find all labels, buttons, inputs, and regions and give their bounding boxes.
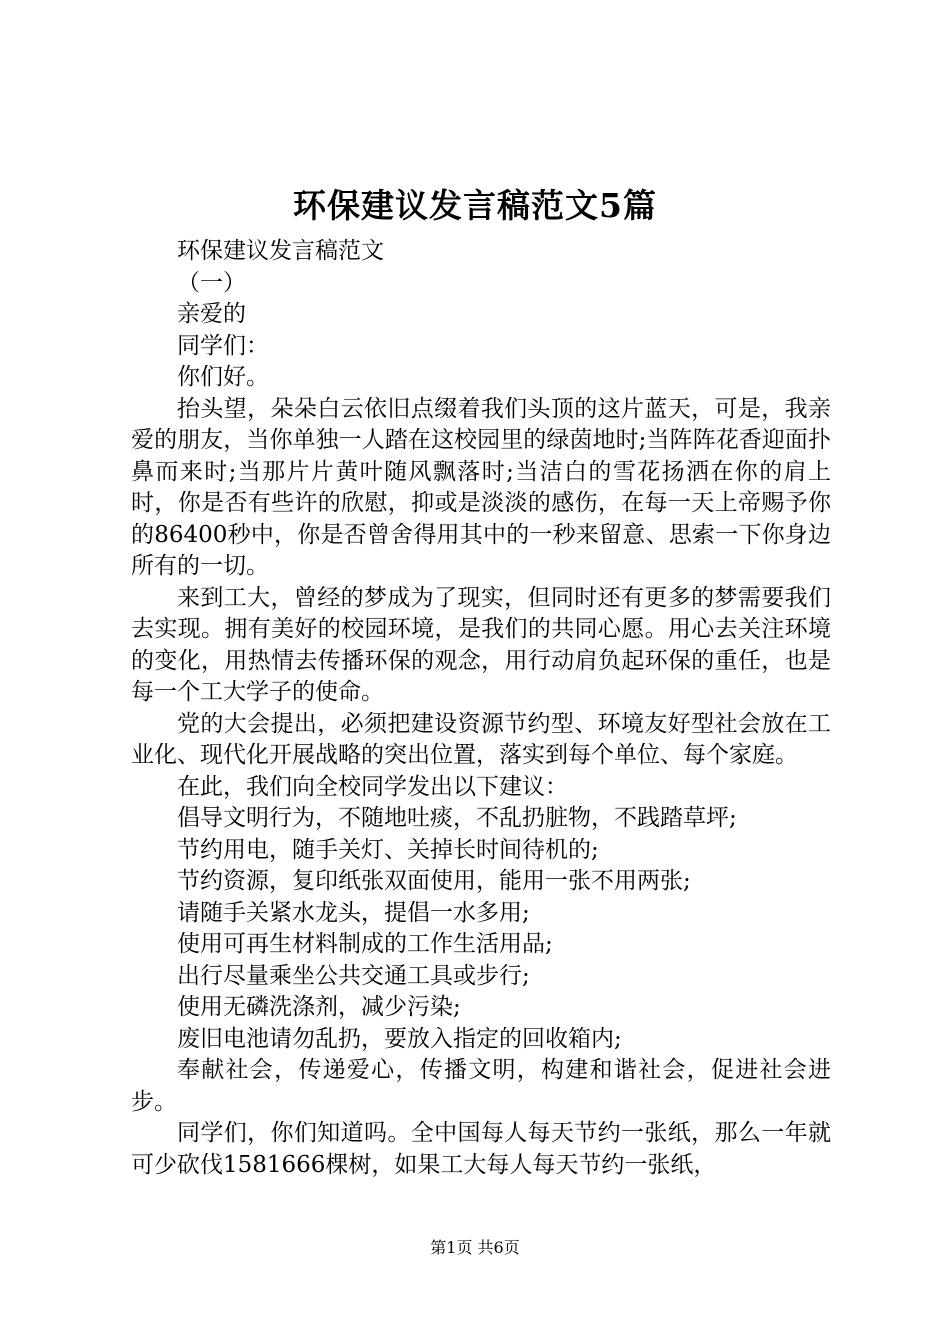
document-body bbox=[131, 236, 831, 1181]
document-title: 环保建议发言稿范文5篇 bbox=[293, 186, 657, 225]
paragraph-subtitle: 环保建议发言稿范文 bbox=[177, 238, 384, 264]
paragraph-salutation-2: 同学们： bbox=[177, 332, 269, 359]
paragraph-greeting: 你们好。 bbox=[177, 364, 269, 390]
list-item-suggestion: 倡导文明行为，不随地吐痰，不乱扔脏物，不践踏草坪; bbox=[177, 805, 737, 831]
paragraph-body: 党的大会提出，必须把建设资源节约型、环境友好型社会放在工业化、现代化开展战略的突出位置，落实到每个单位、每个家庭。 bbox=[131, 710, 831, 768]
paragraph-body: 同学们，你们知道吗。全中国每人每天节约一张纸，那么一年就可少砍伐1581666棵树，如果工大每人每天节约一张纸， bbox=[131, 1120, 831, 1178]
paragraph-body: 抬头望，朵朵白云依旧点缀着我们头顶的这片蓝天，可是，我亲爱的朋友，当你单独一人踏在这校园里的绿茵地时;当阵阵花香迎面扑鼻而来时;当那片片黄叶随风飘落时;当洁白的雪花扬洒在你的肩上时，你是否有些许的欣慰，抑或是淡淡的感伤，在每一天上帝赐予你的86400秒中，你是否曾舍得用其中的一秒来留意、思索一下你身边所有的一切。 bbox=[131, 395, 831, 579]
paragraph-salutation-1: 亲爱的 bbox=[177, 301, 246, 327]
list-item-suggestion: 奉献社会，传递爱心，传播文明，构建和谐社会，促进社会进步。 bbox=[131, 1057, 831, 1115]
page-footer: 第1页 共6页 bbox=[430, 1238, 520, 1257]
paragraph-body: 在此，我们向全校同学发出以下建议： bbox=[177, 773, 568, 800]
list-item-suggestion: 废旧电池请勿乱扔，要放入指定的回收箱内; bbox=[177, 1025, 622, 1052]
list-item-suggestion: 节约资源，复印纸张双面使用，能用一张不用两张; bbox=[177, 868, 691, 894]
list-item-suggestion: 使用无磷洗涤剂，减少污染; bbox=[177, 994, 461, 1020]
paragraph-body: 来到工大，曾经的梦成为了现实，但同时还有更多的梦需要我们去实现。拥有美好的校园环境，是我们的共同心愿。用心去关注环境的变化，用热情去传播环保的观念，用行动肩负起环保的重任，也是每一个工大学子的使命。 bbox=[131, 584, 831, 705]
list-item-suggestion: 使用可再生材料制成的工作生活用品; bbox=[177, 931, 553, 957]
list-item-suggestion: 出行尽量乘坐公共交通工具或步行; bbox=[177, 962, 530, 989]
paragraph-section-number: （一） bbox=[177, 269, 246, 296]
list-item-suggestion: 节约用电，随手关灯、关掉长时间待机的; bbox=[177, 836, 599, 863]
list-item-suggestion: 请随手关紧水龙头，提倡一水多用; bbox=[177, 899, 530, 926]
